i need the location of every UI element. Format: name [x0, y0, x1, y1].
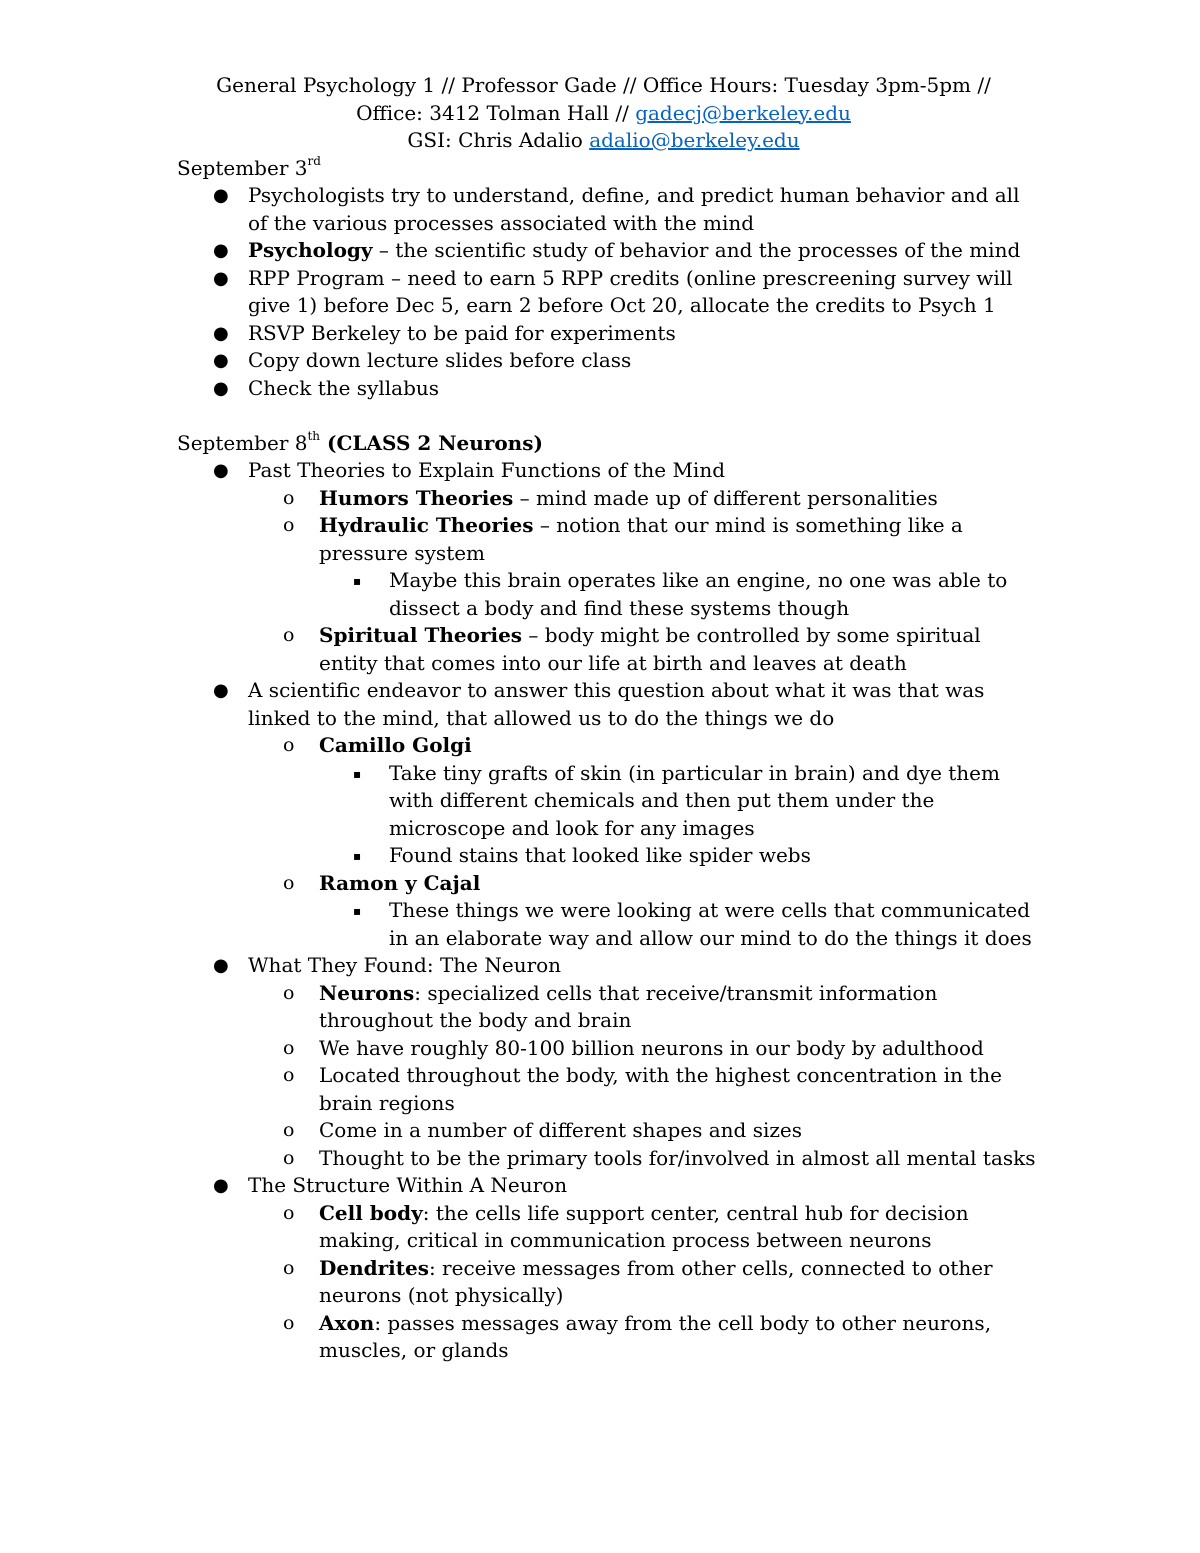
sub-bullet-item: [177, 1062, 1040, 1117]
bullet-circle-icon: o: [283, 1201, 295, 1224]
bullet-disc-icon: ●: [213, 240, 229, 261]
gsi-email-link[interactable]: adalio@berkeley.edu: [589, 128, 800, 152]
bullet-text: : passes messages away from the cell body to other neurons, muscles, or glands: [319, 1310, 992, 1362]
bullet-text: – notion that our mind is something like a pressure system: [319, 513, 963, 565]
sub-sub-bullet-item: [177, 567, 1040, 622]
bullet-item: [177, 457, 1040, 485]
bullet-circle-icon: o: [283, 1119, 295, 1141]
office-text: Office: 3412 Tolman Hall //: [356, 100, 636, 125]
sub-bullet-item: [177, 485, 1040, 513]
bullet-text: Check the syllabus: [248, 375, 440, 400]
bullet-circle-icon: o: [283, 486, 295, 509]
sub-bullet-item: [177, 1145, 1040, 1173]
bullet-square-icon: ▪: [353, 574, 362, 588]
bullet-text: Psychologists try to understand, define, and predict human behavior and all of the various processes associated with the mind: [248, 183, 1020, 235]
lecture-date-heading: [177, 155, 1040, 183]
bullet-text: Maybe this brain operates like an engine, no one was able to dissect a body and find these systems though: [389, 568, 1008, 620]
date-ordinal: th: [307, 428, 321, 443]
sub-sub-bullet-item: [177, 760, 1040, 843]
bullet-item: [177, 375, 1040, 403]
key-term: Humors Theories: [319, 485, 514, 510]
bullet-text: : the cells life support center, central hub for decision making, critical in communication process between neurons: [319, 1200, 969, 1252]
bullet-text: The Structure Within A Neuron: [248, 1173, 568, 1197]
blank-line: [177, 402, 1040, 430]
bullet-text: These things we were looking at were cells that communicated in an elaborate way and allow our mind to do the things it does: [389, 898, 1032, 950]
course-header: [167, 72, 1040, 155]
bullet-square-icon: ▪: [353, 849, 362, 863]
bullet-circle-icon: o: [283, 734, 295, 756]
bullet-text: RSVP Berkeley to be paid for experiments: [248, 320, 676, 345]
sub-bullet-item: [177, 1310, 1040, 1365]
sub-bullet-item: [177, 622, 1040, 677]
bullet-disc-icon: ●: [213, 185, 229, 206]
key-term: Dendrites: [319, 1255, 429, 1280]
bullet-text: – body might be controlled by some spiritual entity that comes into our life at birth and leaves at death: [319, 623, 981, 675]
key-term: Axon: [319, 1310, 375, 1335]
sub-bullet-item: [177, 512, 1040, 567]
bullet-circle-icon: o: [283, 1256, 295, 1279]
bullet-circle-icon: o: [283, 1146, 295, 1169]
lecture-date-heading: [177, 430, 1040, 458]
bullet-text: Come in a number of different shapes and sizes: [319, 1118, 803, 1142]
sub-bullet-item: [177, 1255, 1040, 1310]
bullet-disc-icon: ●: [213, 955, 229, 976]
key-term: Psychology: [248, 238, 373, 262]
bullet-item: [177, 952, 1040, 980]
header-line-1: General Psychology 1 // Professor Gade // Office Hours: Tuesday 3pm-5pm //: [216, 73, 991, 97]
bullet-circle-icon: o: [283, 1064, 295, 1086]
bullet-item: [177, 347, 1040, 375]
bullet-text: Located throughout the body, with the highest concentration in the brain regions: [319, 1063, 1003, 1115]
bullet-circle-icon: o: [283, 871, 295, 894]
bullet-disc-icon: ●: [213, 377, 229, 399]
date-ordinal: rd: [307, 153, 321, 168]
key-term: Cell body: [319, 1200, 423, 1225]
bullet-item: [177, 182, 1040, 237]
bullet-text: RPP Program – need to earn 5 RPP credits (online prescreening survey will give 1) before Dec 5, earn 2 before Oct 20, allocate the credits to Psych 1: [248, 265, 1013, 317]
gsi-text: GSI: Chris Adalio: [407, 128, 590, 152]
lecture-notes: [177, 155, 1040, 1365]
date-text: September 8: [177, 430, 308, 455]
bullet-disc-icon: ●: [213, 460, 229, 481]
bullet-square-icon: ▪: [353, 904, 362, 918]
bullet-text: We have roughly 80-100 billion neurons in our body by adulthood: [319, 1035, 984, 1060]
bullet-text: – mind made up of different personalities: [513, 485, 938, 510]
sub-bullet-item: [177, 732, 1040, 760]
class-title: (CLASS 2 Neurons): [320, 430, 543, 455]
bullet-item: [177, 237, 1040, 265]
sub-sub-bullet-item: [177, 842, 1040, 870]
bullet-text: : specialized cells that receive/transmit information throughout the body and brain: [319, 980, 938, 1032]
sub-bullet-item: [177, 980, 1040, 1035]
sub-bullet-item: [177, 1200, 1040, 1255]
header-line-2: [167, 100, 1040, 128]
bullet-text: What They Found: The Neuron: [248, 953, 562, 977]
bullet-circle-icon: o: [283, 981, 295, 1004]
sub-bullet-item: [177, 1035, 1040, 1063]
sub-sub-bullet-item: [177, 897, 1040, 952]
bullet-text: Copy down lecture slides before class: [248, 348, 632, 372]
bullet-circle-icon: o: [283, 1036, 295, 1059]
bullet-text: Found stains that looked like spider webs: [389, 843, 811, 867]
bullet-text: Take tiny grafts of skin (in particular in brain) and dye them with different chemicals and then put them under the microscope and look for any images: [389, 760, 1000, 840]
bullet-disc-icon: ●: [213, 267, 229, 289]
bullet-text: : receive messages from other cells, connected to other neurons (not physically): [319, 1255, 993, 1307]
bullet-circle-icon: o: [283, 624, 295, 646]
bullet-circle-icon: o: [283, 514, 295, 536]
bullet-text: A scientific endeavor to answer this question about what it was that was linked to the mind, that allowed us to do the things we do: [248, 678, 985, 730]
key-term: Ramon y Cajal: [319, 870, 481, 895]
bullet-square-icon: ▪: [353, 766, 362, 781]
key-term: Neurons: [319, 980, 415, 1005]
bullet-text: Thought to be the primary tools for/involved in almost all mental tasks: [319, 1145, 1036, 1170]
bullet-disc-icon: ●: [213, 680, 229, 701]
bullet-item: [177, 320, 1040, 348]
bullet-circle-icon: o: [283, 1311, 295, 1334]
bullet-text: Past Theories to Explain Functions of the Mind: [248, 458, 726, 482]
bullet-disc-icon: ●: [213, 350, 229, 371]
bullet-item: [177, 677, 1040, 732]
professor-email-link[interactable]: gadecj@berkeley.edu: [635, 100, 851, 125]
header-line-3: [167, 127, 1040, 155]
key-term: Hydraulic Theories: [319, 513, 534, 537]
key-term: Spiritual Theories: [319, 623, 523, 647]
sub-bullet-item: [177, 870, 1040, 898]
bullet-item: [177, 265, 1040, 320]
key-term: Camillo Golgi: [319, 733, 472, 757]
bullet-disc-icon: ●: [213, 1175, 229, 1196]
sub-bullet-item: [177, 1117, 1040, 1145]
bullet-text: – the scientific study of behavior and the processes of the mind: [372, 238, 1021, 262]
date-text: September 3: [177, 155, 308, 180]
bullet-item: [177, 1172, 1040, 1200]
bullet-disc-icon: ●: [213, 322, 229, 344]
